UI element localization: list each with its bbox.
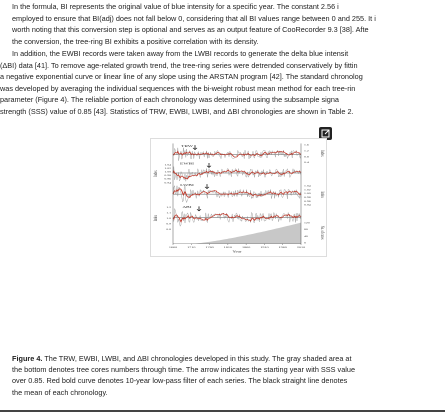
dbi-tick-label: 0.9: [166, 222, 171, 226]
text-line: the conversion, the tree-ring BI exhibits a positive correlation with its density.: [12, 36, 259, 46]
cores-area: [173, 223, 301, 244]
trw-tick-label: 0.4: [304, 161, 309, 164]
panel-label: TRW: [181, 144, 193, 148]
ewbi-tick-label: 0.98: [164, 174, 171, 177]
lwbi-tick-label: 1.04: [304, 184, 311, 188]
ewbi-tick-label: 1.02: [164, 166, 171, 170]
cores-tick-label: 40: [304, 234, 308, 238]
sss-arrow: [207, 163, 211, 167]
caption-label: Figure 4.: [12, 354, 43, 363]
panel-label: EWBI: [179, 161, 195, 166]
figure-4-image[interactable]: [150, 138, 327, 257]
dbi-tick-label: 1.1: [166, 211, 171, 215]
dbi-tick-label: 0.8: [166, 228, 171, 231]
right-index-label: Index: [319, 150, 326, 157]
x-tick-label: 1660: [168, 246, 178, 249]
x-axis-label: Year: [232, 249, 242, 254]
cores-tick-label: 120: [304, 221, 310, 225]
trw-tick-label: 1.6: [304, 143, 309, 147]
caption-text: The TRW, EWBI, LWBI, and ΔBI chronologies developed in this study. The gray shaded area at: [42, 354, 352, 363]
text-line: (ΔBI) data [41]. To remove age-related growth trend, the tree-ring series were detrended conservatively by fittin: [0, 60, 358, 70]
x-tick-label: 1960: [278, 246, 287, 249]
text-line: a negative exponential curve or linear line of any slope using the ARSTAN program [42]. The standard chronolog: [0, 72, 363, 82]
paragraph-2: [0, 48, 445, 118]
left-index-label: Index: [152, 214, 159, 222]
cores-tick-label: 0: [304, 241, 306, 245]
text-line: parameter (Figure 4). The reliable portion of each chronology was determined using the subsample signa: [0, 95, 339, 105]
figure-caption: [12, 353, 445, 398]
text-line: employed to ensure that BI(adj) does not fall below 0, considering that all BI values range between 0 and 255. It i: [12, 13, 376, 23]
lwbi-tick-label: 0.96: [304, 199, 311, 203]
right-cores-label: No. of cores: [319, 225, 326, 240]
caption-line: [12, 353, 445, 364]
text-line: worth noting that this conversion step is optional and serves as an output feature of CooRecorder 9.3 [38]. Afte: [12, 25, 369, 35]
lwbi-tick-label: 1.02: [304, 188, 311, 192]
cores-tick-label: 80: [304, 228, 308, 231]
ewbi-tick-label: 0.94: [164, 181, 171, 184]
trw-tick-label: 1.2: [304, 149, 309, 153]
lwbi-tick-label: 1.00: [304, 192, 311, 195]
text-line: strength (SSS) value of 0.85 [43]. Statistics of TRW, EWBI, LWBI, and ΔBI chronologies are shown in Table 2.: [0, 106, 354, 116]
lwbi-tick-label: 0.98: [304, 195, 311, 199]
expand-icon: [321, 129, 330, 138]
caption-line: the bottom denotes tree cores numbers through time. The arrow indicates the starting year with SSS value: [12, 365, 355, 375]
ewbi-tick-label: 1.04: [164, 163, 171, 167]
x-tick-label: 1910: [260, 246, 269, 249]
x-tick-label: 1860: [241, 246, 251, 249]
panel-label: ΔBI: [182, 205, 192, 209]
x-tick-label: 2010: [296, 246, 306, 249]
ewbi-tick-label: 1.00: [164, 170, 171, 174]
lwbi-tick-label: 0.94: [304, 203, 311, 207]
sss-arrow: [193, 145, 197, 149]
dbi-tick-label: 1.2: [166, 205, 171, 209]
dbi-tick-label: 1.0: [166, 216, 171, 220]
bottom-rule: [0, 410, 445, 412]
ewbi-tick-label: 0.96: [164, 177, 171, 181]
x-tick-label: 1810: [223, 246, 233, 249]
sss-arrow: [197, 206, 201, 210]
series-line: [173, 167, 301, 182]
text-line: was developed by averaging the individual sequences with the bi-weight robust mean method for each tree-rin: [0, 83, 356, 93]
x-tick-label: 1760: [205, 246, 214, 249]
paragraph-1: [12, 1, 445, 47]
x-tick-label: 1710: [187, 246, 196, 249]
caption-line: over 0.85. Red bold curve denotes 10-year low-pass filter of each series. The black straight line denotes: [12, 376, 348, 386]
right-index-label: Index: [319, 191, 326, 198]
caption-line: the mean of each chronology.: [12, 387, 108, 397]
figure-4-chart: [151, 139, 326, 256]
trw-tick-label: 0.8: [304, 155, 309, 158]
panel-label: LWBI: [180, 183, 194, 187]
text-line: In addition, the EWBI records were taken away from the LWBI records to generate the delta blue intensit: [12, 49, 349, 58]
sss-arrow: [205, 184, 209, 188]
text-line: In the formula, BI represents the original value of blue intensity for a specific year. The constant 2.56 i: [12, 2, 339, 11]
left-index-label: Index: [152, 170, 159, 177]
